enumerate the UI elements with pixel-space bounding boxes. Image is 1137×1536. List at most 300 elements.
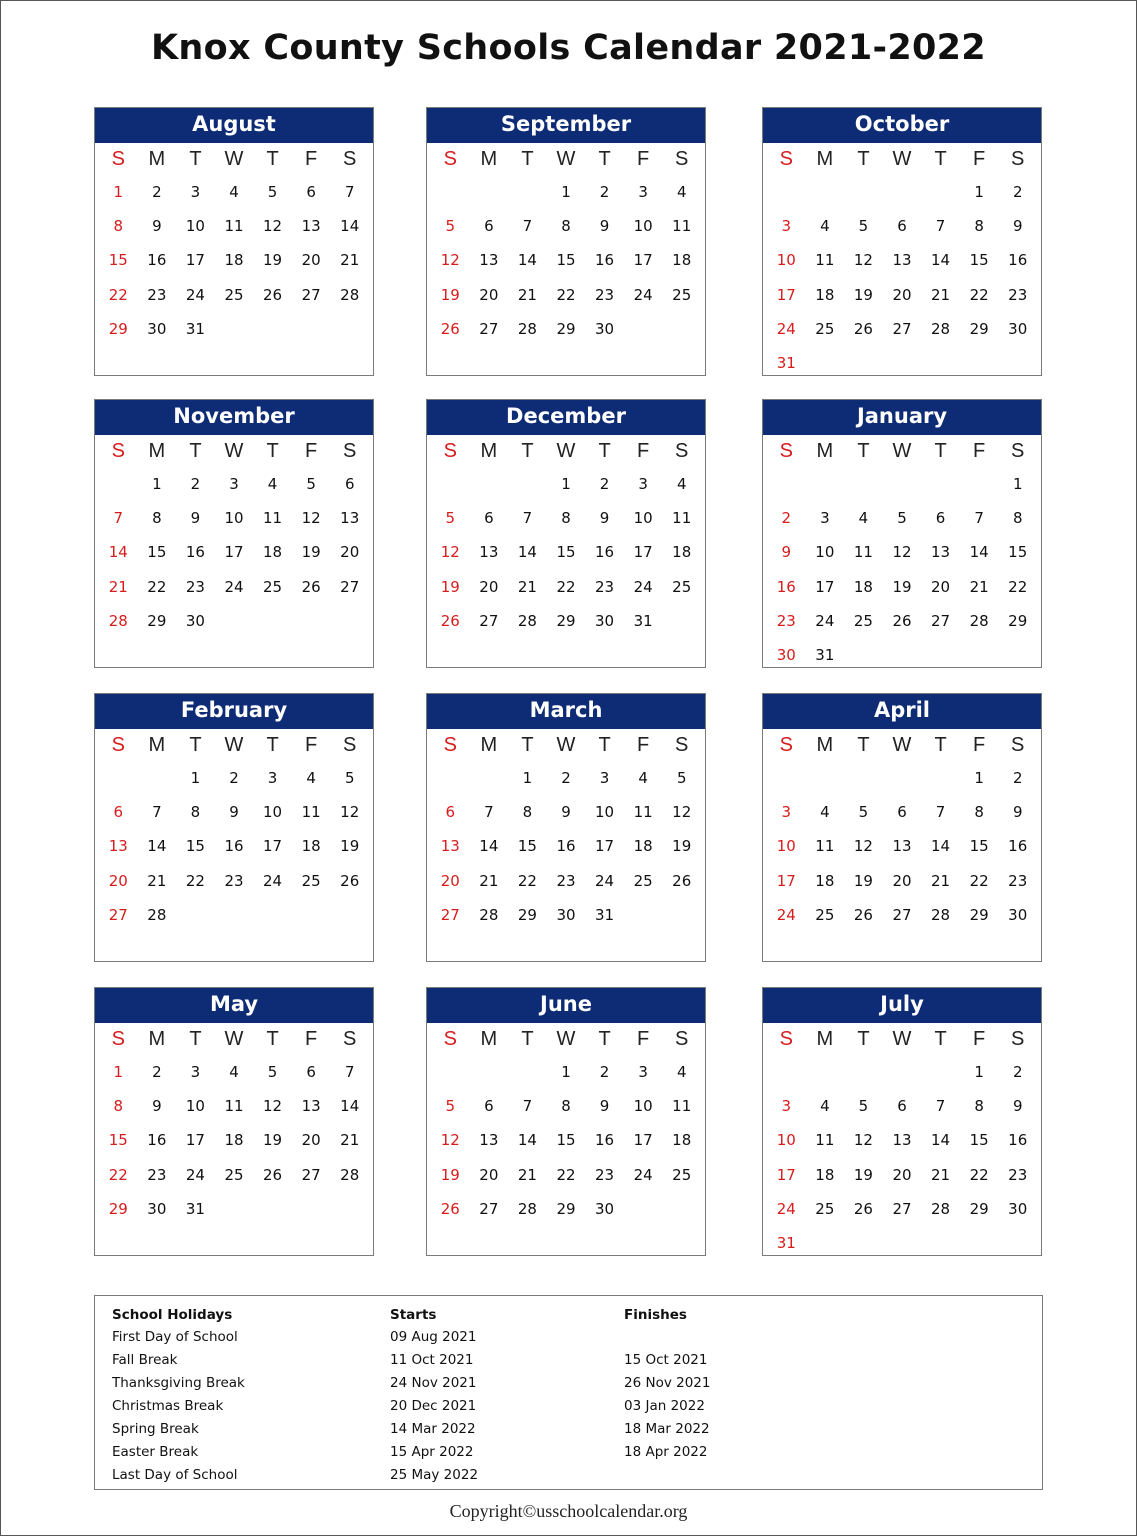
holiday-name: Thanksgiving Break (112, 1375, 245, 1391)
day-cell: 19 (301, 543, 321, 562)
day-cell: 8 (561, 217, 571, 236)
day-cell: 3 (781, 803, 792, 822)
weekday-label: M (148, 1028, 166, 1050)
day-cell: 2 (152, 1063, 162, 1081)
day-cell: 17 (595, 837, 615, 856)
weekday-label: M (816, 440, 834, 462)
day-cell: 16 (556, 837, 576, 856)
day-cell: 2 (599, 183, 610, 201)
weekday-label: F (637, 734, 650, 756)
day-cell: 17 (776, 871, 796, 890)
weekday-label: S (111, 440, 125, 462)
day-cell: 11 (301, 803, 321, 822)
day-cell: 31 (185, 319, 205, 338)
empty-day-cell (431, 175, 470, 209)
day-cell: 15 (185, 837, 205, 856)
day-cell: 20 (931, 577, 951, 596)
day-cell: 2 (781, 509, 792, 528)
empty-day-cell (767, 761, 806, 795)
weekday-label: T (934, 148, 947, 170)
weekday-label: S (343, 148, 357, 170)
day-cell: 18 (301, 837, 321, 856)
day-cell: 22 (1008, 577, 1028, 596)
day-cell: 9 (152, 1097, 162, 1116)
day-cell: 20 (440, 871, 460, 890)
holiday-starts: 15 Apr 2022 (390, 1444, 474, 1460)
day-cell: 16 (595, 251, 615, 270)
day-cell: 21 (108, 577, 128, 596)
weekday-label: W (224, 148, 244, 170)
weekday-label: S (443, 734, 457, 756)
day-cell: 11 (815, 251, 835, 270)
holiday-name: Fall Break (112, 1352, 178, 1368)
day-cell: 30 (776, 645, 796, 664)
month-december (426, 399, 706, 668)
day-cell: 3 (638, 475, 648, 493)
empty-day-cell (883, 761, 922, 795)
day-cell: 5 (445, 217, 456, 236)
day-cell: 12 (263, 1097, 283, 1116)
holiday-row (95, 1398, 1042, 1421)
weekday-label: S (1011, 1028, 1025, 1050)
weekday-label: F (305, 148, 318, 170)
day-cell: 8 (974, 1097, 984, 1116)
weekday-label: T (934, 1028, 947, 1050)
day-cell: 13 (108, 837, 128, 856)
day-cell: 22 (147, 577, 167, 596)
day-cell: 22 (517, 871, 537, 890)
day-cell: 8 (561, 1097, 571, 1116)
weekday-label: S (675, 148, 689, 170)
day-cell: 25 (672, 285, 692, 304)
day-cell: 5 (445, 509, 456, 528)
day-cell: 20 (479, 577, 499, 596)
day-cell: 2 (561, 769, 571, 787)
day-cell: 30 (595, 1199, 615, 1218)
day-cell: 25 (301, 871, 321, 890)
day-cell: 7 (152, 803, 162, 822)
weekday-label: S (779, 1028, 793, 1050)
day-cell: 3 (781, 1097, 792, 1116)
day-cell: 14 (147, 837, 167, 856)
holiday-row (95, 1375, 1042, 1398)
day-cell: 20 (479, 285, 499, 304)
day-cell: 28 (108, 611, 128, 630)
day-cell: 3 (781, 217, 792, 236)
day-cell: 29 (1008, 611, 1028, 630)
month-grid (427, 143, 705, 346)
day-cell: 30 (1008, 319, 1028, 338)
day-cell: 16 (595, 543, 615, 562)
month-grid (95, 729, 373, 932)
day-cell: 1 (974, 769, 984, 787)
day-cell: 4 (820, 803, 830, 822)
weekday-label: S (675, 440, 689, 462)
day-cell: 26 (301, 577, 321, 596)
day-cell: 8 (152, 509, 162, 528)
day-cell: 29 (556, 319, 576, 338)
day-cell: 26 (853, 1199, 873, 1218)
day-cell: 28 (931, 1199, 951, 1218)
day-cell: 21 (931, 285, 951, 304)
day-cell: 19 (853, 871, 873, 890)
weekday-label: F (973, 440, 986, 462)
day-cell: 26 (892, 611, 912, 630)
day-cell: 6 (306, 183, 316, 201)
day-cell: 18 (815, 871, 835, 890)
weekday-label: S (443, 1028, 457, 1050)
holiday-finishes: 15 Oct 2021 (624, 1352, 708, 1368)
day-cell: 3 (229, 475, 239, 493)
day-cell: 15 (969, 837, 989, 856)
day-cell: 24 (224, 577, 244, 596)
day-cell: 23 (776, 611, 796, 630)
holiday-name: Christmas Break (112, 1398, 224, 1414)
day-cell: 10 (776, 837, 796, 856)
day-cell: 24 (776, 319, 796, 338)
day-cell: 8 (974, 803, 984, 822)
day-cell: 24 (595, 871, 615, 890)
day-cell: 30 (147, 1199, 167, 1218)
day-cell: 15 (147, 543, 167, 562)
day-cell: 13 (340, 509, 360, 528)
day-cell: 7 (935, 217, 946, 236)
weekday-label: F (637, 440, 650, 462)
day-cell: 11 (263, 509, 283, 528)
holiday-row (95, 1467, 1042, 1490)
day-cell: 6 (897, 803, 907, 822)
day-cell: 18 (853, 577, 873, 596)
weekday-label: S (111, 148, 125, 170)
day-cell: 1 (113, 183, 124, 201)
weekday-label: W (892, 148, 912, 170)
day-cell: 8 (113, 1097, 124, 1116)
day-cell: 27 (931, 611, 951, 630)
weekday-label: T (521, 148, 534, 170)
day-cell: 24 (633, 285, 653, 304)
day-cell: 14 (479, 837, 499, 856)
month-header: March (427, 694, 705, 729)
day-cell: 28 (340, 285, 360, 304)
weekday-label: S (779, 734, 793, 756)
day-cell: 1 (113, 1063, 124, 1081)
day-cell: 19 (263, 251, 283, 270)
holiday-finishes: 18 Mar 2022 (624, 1421, 710, 1437)
day-cell: 22 (556, 577, 576, 596)
day-cell: 9 (190, 509, 201, 528)
weekday-label: T (521, 734, 534, 756)
day-cell: 5 (858, 1097, 869, 1116)
day-cell: 10 (224, 509, 244, 528)
holiday-starts: 25 May 2022 (390, 1467, 479, 1483)
day-cell: 4 (676, 475, 687, 493)
day-cell: 29 (108, 319, 128, 338)
holiday-row (95, 1444, 1042, 1467)
month-grid (427, 435, 705, 638)
day-cell: 11 (853, 543, 873, 562)
day-cell: 11 (224, 1097, 244, 1116)
day-cell: 5 (445, 1097, 456, 1116)
day-cell: 7 (974, 509, 984, 528)
day-cell: 29 (969, 1199, 989, 1218)
weekday-label: M (480, 148, 498, 170)
day-cell: 12 (672, 803, 692, 822)
day-cell: 27 (440, 905, 460, 924)
day-cell: 1 (522, 769, 533, 787)
day-cell: 12 (853, 251, 873, 270)
day-cell: 9 (229, 803, 239, 822)
day-cell: 14 (340, 1097, 360, 1116)
month-header: May (95, 988, 373, 1023)
month-grid (427, 1023, 705, 1226)
day-cell: 23 (224, 871, 244, 890)
empty-day-cell (921, 1055, 960, 1089)
day-cell: 11 (672, 509, 692, 528)
day-cell: 7 (344, 1063, 355, 1081)
day-cell: 6 (113, 803, 124, 822)
weekday-label: T (934, 734, 947, 756)
day-cell: 16 (185, 543, 205, 562)
day-cell: 16 (1008, 837, 1028, 856)
day-cell: 18 (224, 1131, 244, 1150)
month-march (426, 693, 706, 962)
day-cell: 28 (517, 1199, 537, 1218)
day-cell: 16 (1008, 1131, 1028, 1150)
weekday-label: W (892, 440, 912, 462)
month-grid (95, 435, 373, 638)
holiday-starts: 09 Aug 2021 (390, 1329, 477, 1345)
day-cell: 21 (517, 1165, 537, 1184)
day-cell: 5 (897, 509, 907, 528)
day-cell: 23 (185, 577, 205, 596)
weekday-label: M (816, 734, 834, 756)
day-cell: 5 (344, 769, 355, 787)
weekday-label: T (189, 440, 202, 462)
holidays-header-starts: Starts (390, 1307, 437, 1323)
day-cell: 9 (599, 509, 610, 528)
day-cell: 10 (185, 217, 205, 236)
day-cell: 26 (853, 319, 873, 338)
day-cell: 1 (1012, 475, 1023, 493)
weekday-label: T (189, 734, 202, 756)
month-grid (763, 435, 1041, 672)
day-cell: 30 (185, 611, 205, 630)
weekday-label: T (266, 440, 279, 462)
holidays-table (94, 1295, 1043, 1490)
day-cell: 5 (267, 1063, 278, 1081)
day-cell: 29 (556, 1199, 576, 1218)
weekday-label: T (857, 440, 870, 462)
day-cell: 4 (638, 769, 648, 787)
holiday-name: Easter Break (112, 1444, 199, 1460)
day-cell: 22 (108, 285, 128, 304)
month-may (94, 987, 374, 1256)
empty-day-cell (844, 467, 883, 501)
day-cell: 30 (1008, 1199, 1028, 1218)
day-cell: 6 (344, 475, 355, 493)
day-cell: 17 (633, 251, 653, 270)
day-cell: 22 (969, 285, 989, 304)
weekday-label: F (305, 734, 318, 756)
day-cell: 4 (820, 1097, 830, 1116)
empty-day-cell (138, 761, 177, 795)
day-cell: 17 (776, 1165, 796, 1184)
day-cell: 16 (147, 1131, 167, 1150)
day-cell: 7 (935, 803, 946, 822)
day-cell: 16 (1008, 251, 1028, 270)
day-cell: 16 (776, 577, 796, 596)
day-cell: 25 (815, 319, 835, 338)
month-august (94, 107, 374, 376)
weekday-label: T (189, 148, 202, 170)
day-cell: 3 (638, 183, 648, 201)
day-cell: 29 (517, 905, 537, 924)
day-cell: 29 (969, 905, 989, 924)
empty-day-cell (883, 467, 922, 501)
day-cell: 15 (556, 1131, 576, 1150)
month-february (94, 693, 374, 962)
page-title: Knox County Schools Calendar 2021-2022 (151, 28, 986, 68)
day-cell: 15 (556, 251, 576, 270)
day-cell: 25 (224, 285, 244, 304)
day-cell: 1 (152, 475, 162, 493)
day-cell: 12 (440, 543, 460, 562)
day-cell: 16 (224, 837, 244, 856)
empty-day-cell (470, 1055, 509, 1089)
holiday-starts: 11 Oct 2021 (390, 1352, 474, 1368)
day-cell: 25 (815, 905, 835, 924)
weekday-label: T (189, 1028, 202, 1050)
month-june (426, 987, 706, 1256)
day-cell: 17 (185, 1131, 205, 1150)
holiday-starts: 20 Dec 2021 (390, 1398, 477, 1414)
day-cell: 14 (340, 217, 360, 236)
day-cell: 3 (599, 769, 610, 787)
day-cell: 27 (892, 319, 912, 338)
day-cell: 21 (340, 251, 360, 270)
day-cell: 4 (229, 183, 239, 201)
day-cell: 23 (556, 871, 576, 890)
day-cell: 4 (229, 1063, 239, 1081)
day-cell: 2 (152, 183, 162, 201)
day-cell: 10 (185, 1097, 205, 1116)
day-cell: 10 (776, 251, 796, 270)
holiday-row (95, 1329, 1042, 1352)
day-cell: 9 (1012, 1097, 1023, 1116)
day-cell: 22 (108, 1165, 128, 1184)
day-cell: 25 (672, 577, 692, 596)
day-cell: 22 (556, 285, 576, 304)
day-cell: 18 (672, 251, 692, 270)
day-cell: 5 (858, 803, 869, 822)
month-header: June (427, 988, 705, 1023)
day-cell: 22 (969, 1165, 989, 1184)
day-cell: 27 (892, 905, 912, 924)
day-cell: 23 (1008, 871, 1028, 890)
day-cell: 20 (892, 1165, 912, 1184)
day-cell: 24 (263, 871, 283, 890)
day-cell: 5 (267, 183, 278, 201)
day-cell: 9 (152, 217, 162, 236)
day-cell: 23 (1008, 285, 1028, 304)
day-cell: 23 (1008, 1165, 1028, 1184)
day-cell: 24 (185, 285, 205, 304)
day-cell: 7 (522, 1097, 533, 1116)
month-grid (427, 729, 705, 932)
day-cell: 13 (301, 217, 321, 236)
day-cell: 18 (633, 837, 653, 856)
day-cell: 18 (815, 1165, 835, 1184)
weekday-label: W (224, 1028, 244, 1050)
month-april (762, 693, 1042, 962)
weekday-label: F (637, 148, 650, 170)
day-cell: 14 (931, 1131, 951, 1150)
day-cell: 24 (776, 905, 796, 924)
empty-day-cell (921, 761, 960, 795)
weekday-label: M (816, 148, 834, 170)
day-cell: 31 (185, 1199, 205, 1218)
month-january (762, 399, 1042, 668)
day-cell: 2 (1012, 769, 1023, 787)
day-cell: 26 (340, 871, 360, 890)
day-cell: 7 (522, 217, 533, 236)
day-cell: 14 (517, 543, 537, 562)
day-cell: 31 (776, 353, 796, 372)
day-cell: 3 (638, 1063, 648, 1081)
day-cell: 9 (561, 803, 571, 822)
holiday-name: First Day of School (112, 1329, 238, 1345)
weekday-label: S (343, 440, 357, 462)
day-cell: 14 (931, 837, 951, 856)
day-cell: 27 (340, 577, 360, 596)
holiday-finishes: 26 Nov 2021 (624, 1375, 711, 1391)
day-cell: 11 (224, 217, 244, 236)
day-cell: 22 (185, 871, 205, 890)
day-cell: 8 (113, 217, 124, 236)
day-cell: 24 (776, 1199, 796, 1218)
day-cell: 19 (440, 285, 460, 304)
holiday-row (95, 1352, 1042, 1375)
day-cell: 1 (561, 183, 571, 201)
empty-day-cell (508, 467, 547, 501)
day-cell: 23 (595, 577, 615, 596)
weekday-label: T (598, 440, 611, 462)
holiday-name: Spring Break (112, 1421, 199, 1437)
weekday-label: F (973, 1028, 986, 1050)
day-cell: 6 (484, 1097, 494, 1116)
weekday-label: M (480, 440, 498, 462)
day-cell: 26 (853, 905, 873, 924)
day-cell: 24 (633, 1165, 653, 1184)
day-cell: 27 (301, 1165, 321, 1184)
day-cell: 10 (633, 1097, 653, 1116)
day-cell: 27 (479, 319, 499, 338)
day-cell: 21 (340, 1131, 360, 1150)
weekday-label: T (521, 1028, 534, 1050)
empty-day-cell (844, 1055, 883, 1089)
empty-day-cell (883, 175, 922, 209)
weekday-label: S (1011, 148, 1025, 170)
day-cell: 21 (517, 285, 537, 304)
weekday-label: F (973, 148, 986, 170)
day-cell: 26 (440, 1199, 460, 1218)
day-cell: 13 (479, 1131, 499, 1150)
empty-day-cell (806, 761, 845, 795)
day-cell: 29 (147, 611, 167, 630)
day-cell: 27 (479, 1199, 499, 1218)
weekday-label: S (111, 734, 125, 756)
day-cell: 15 (556, 543, 576, 562)
